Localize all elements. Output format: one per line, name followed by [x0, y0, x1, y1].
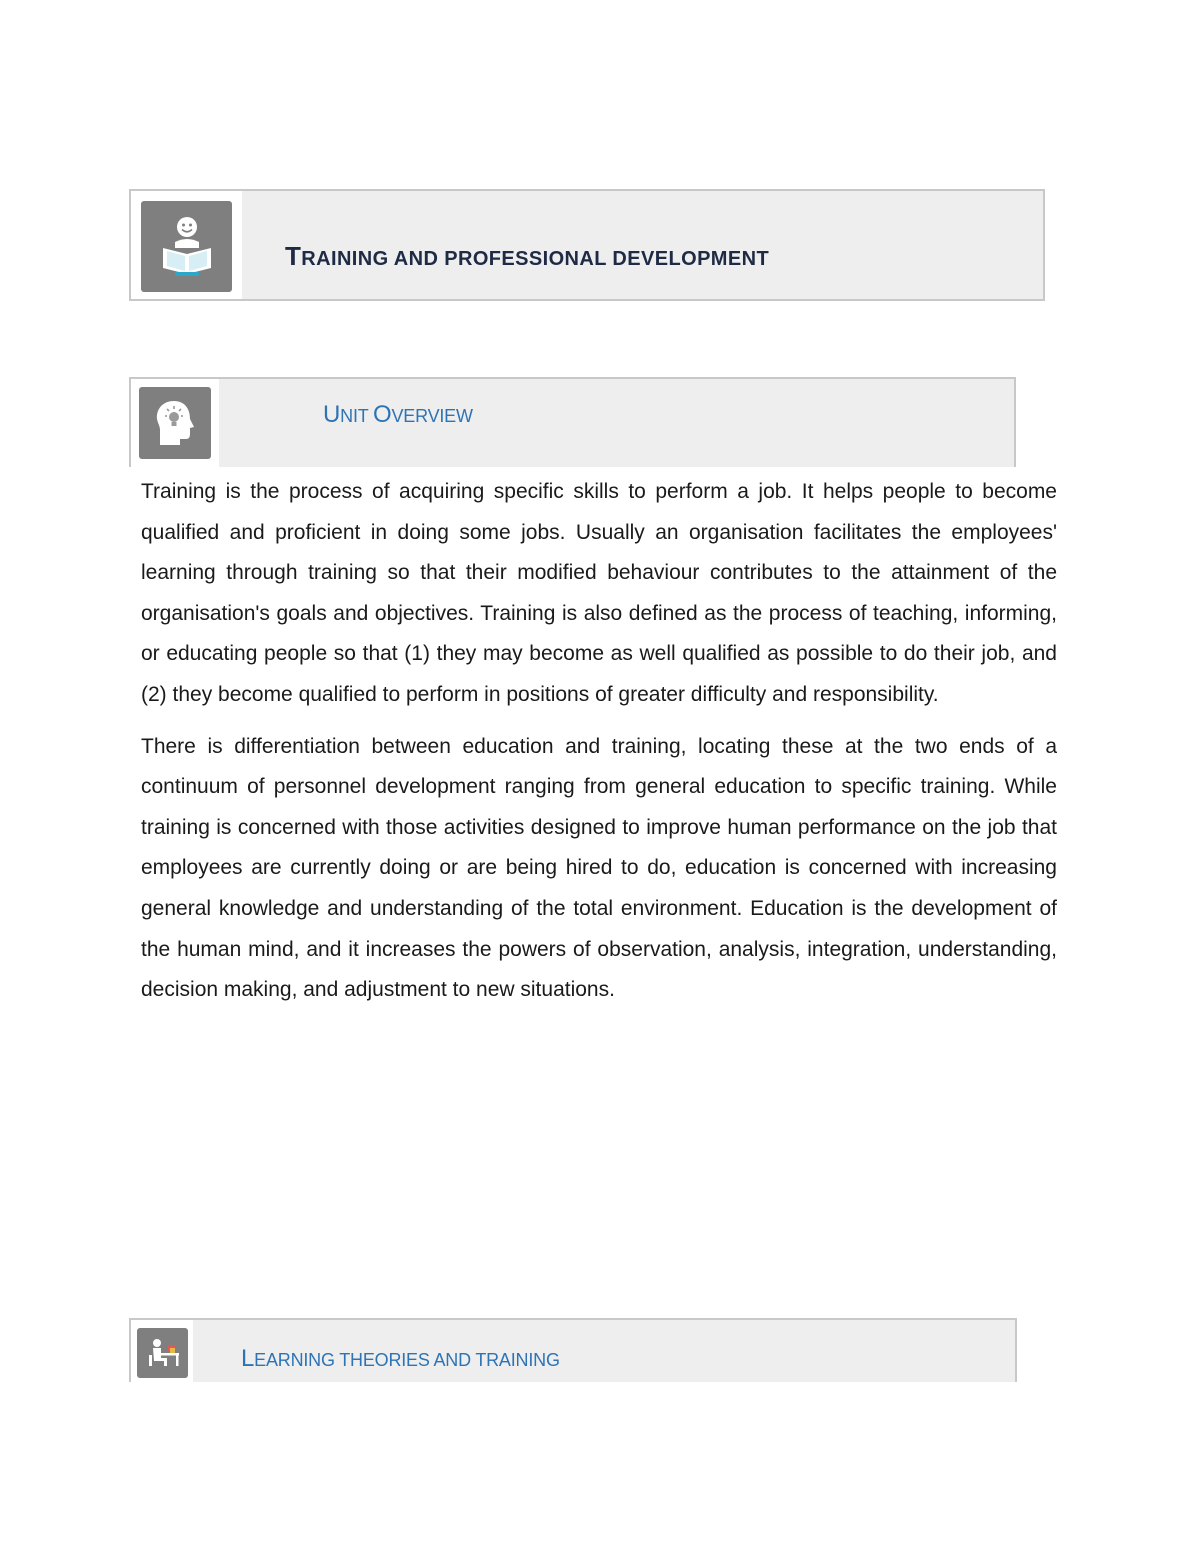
page-title — [285, 241, 769, 272]
learning-theories-banner — [129, 1318, 1017, 1382]
page-title-initial: T — [285, 241, 302, 271]
unit-overview-initial-2: O — [373, 401, 392, 428]
unit-overview-rest-2: VERVIEW — [391, 406, 473, 426]
paragraph: There is differentiation between education and training, locating these at the two ends of a continuum of personnel development ranging from general education to specific training. While training is concerned with those activities designed to improve human performance on the job that employees are currently doing or are being hired to do, education is concerned with increasing general knowledge and understanding of the total environment. Education is the development of the human mind, and it increases the powers of observation, analysis, integration, understanding, decision making, and adjustment to new situations. — [141, 734, 1057, 1002]
paragraph: Training is the process of acquiring specific skills to perform a job. It helps people to become qualified and proficient in doing some jobs. Usually an organisation facilitates the employees' learning through training so that their modified behaviour contributes to the attainment of the organisation's goals and objectives. Training is also defined as the process of teaching, informing, or educating people so that (1) they may become as well qualified as possible to do their job, and (2) they become qualified to perform in positions of greater difficulty and responsibility. — [141, 480, 1057, 706]
learning-theories-title — [241, 1345, 560, 1373]
head-lightbulb-icon — [139, 387, 211, 459]
learning-theories-initial: L — [241, 1345, 255, 1372]
header-banner — [129, 189, 1045, 301]
reading-person-icon — [141, 201, 232, 292]
unit-overview-rest-1: NIT — [340, 406, 374, 426]
unit-overview-body — [141, 472, 1057, 1011]
unit-overview-banner — [129, 377, 1016, 467]
person-at-desk-icon — [137, 1328, 188, 1378]
learning-theories-rest: EARNING THEORIES AND TRAINING — [254, 1350, 560, 1370]
page-title-rest: RAINING AND PROFESSIONAL DEVELOPMENT — [301, 248, 770, 270]
unit-overview-title — [323, 401, 473, 429]
unit-overview-initial-1: U — [323, 401, 341, 428]
